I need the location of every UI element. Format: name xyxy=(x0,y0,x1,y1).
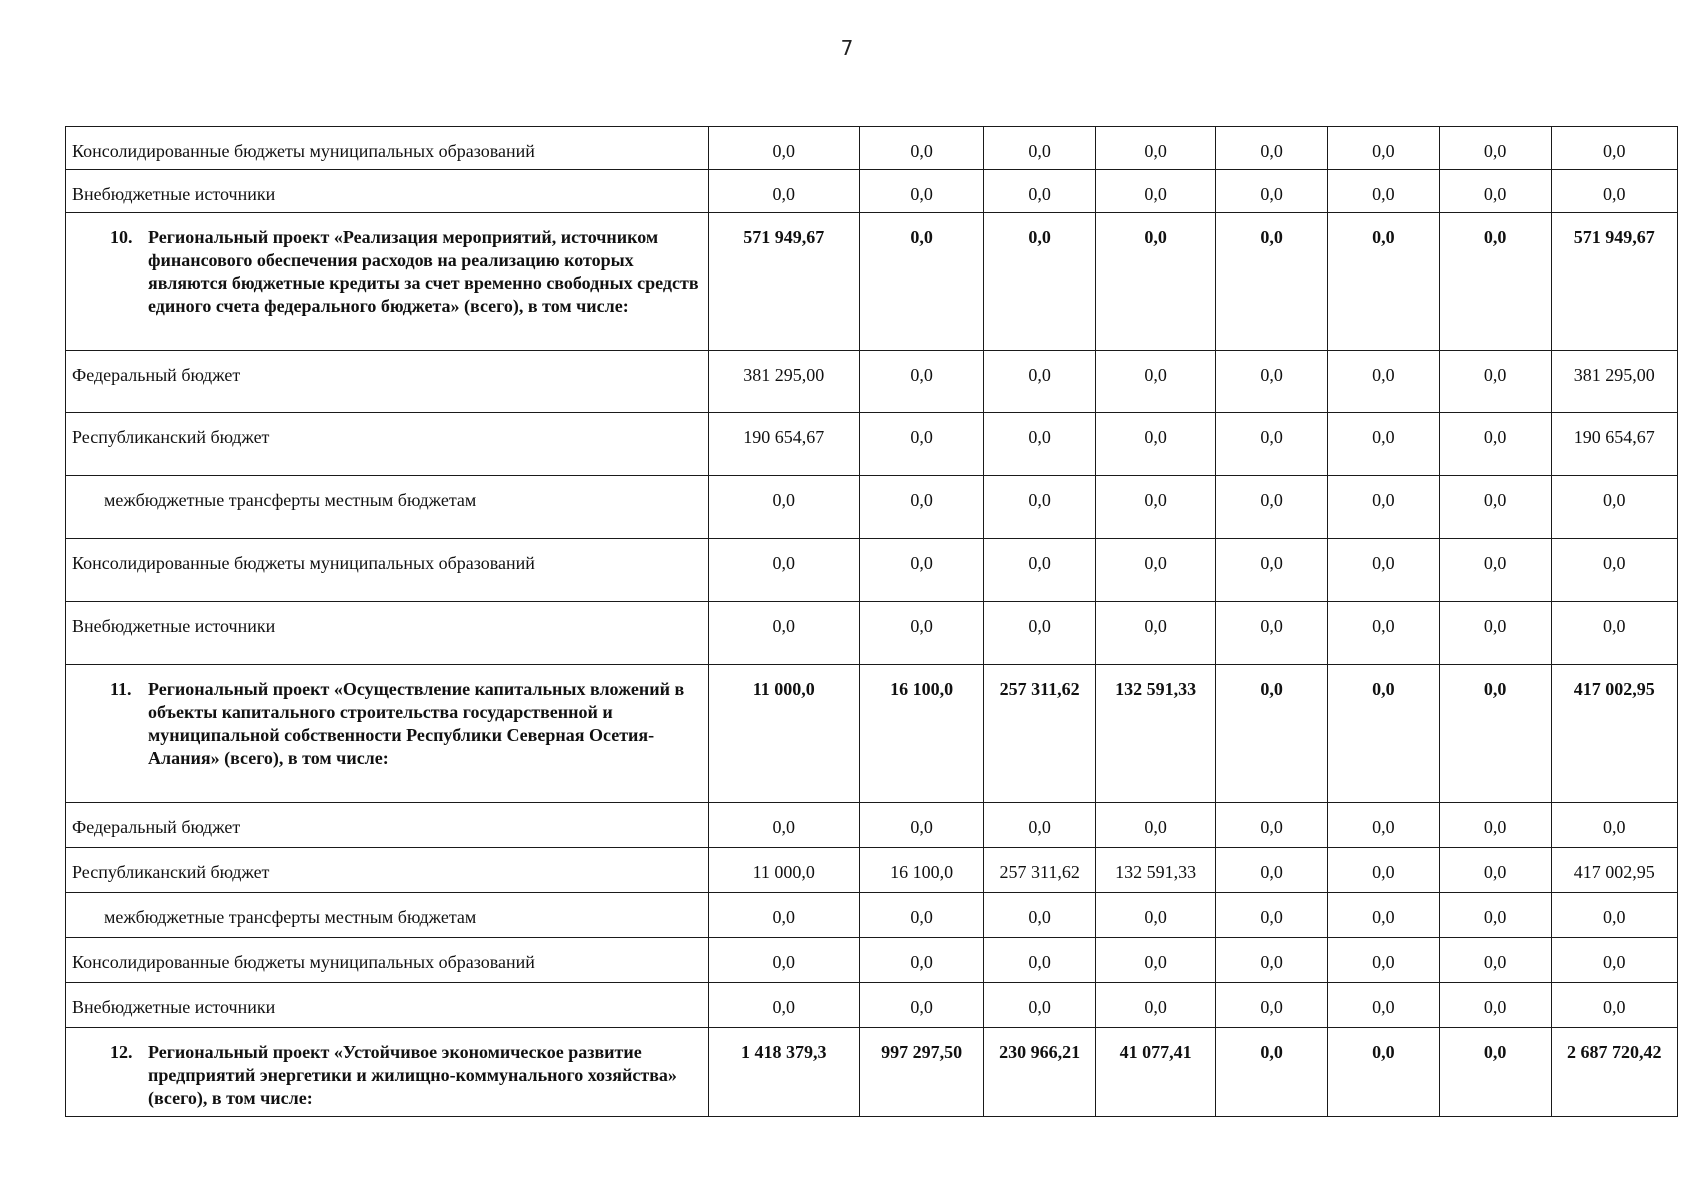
value-cell: 0,0 xyxy=(1439,213,1551,351)
value-cell: 0,0 xyxy=(1439,170,1551,213)
row-label: Федеральный бюджет xyxy=(66,803,709,848)
value-cell: 0,0 xyxy=(708,127,859,170)
value-cell: 0,0 xyxy=(1216,170,1328,213)
value-cell: 0,0 xyxy=(859,413,983,476)
project-label xyxy=(66,213,709,351)
value-cell: 0,0 xyxy=(1096,893,1216,938)
value-cell: 0,0 xyxy=(1096,351,1216,413)
value-cell: 0,0 xyxy=(1439,848,1551,893)
value-cell: 0,0 xyxy=(1216,665,1328,803)
value-cell: 16 100,0 xyxy=(859,665,983,803)
value-cell: 0,0 xyxy=(984,602,1096,665)
project-label xyxy=(66,665,709,803)
total-cell: 417 002,95 xyxy=(1551,665,1677,803)
table-row xyxy=(66,127,1678,170)
value-cell: 0,0 xyxy=(1439,893,1551,938)
value-cell: 0,0 xyxy=(1439,983,1551,1028)
project-number: 10. xyxy=(110,227,133,247)
row-label: Консолидированные бюджеты муниципальных образований xyxy=(66,938,709,983)
value-cell: 0,0 xyxy=(1327,602,1439,665)
value-cell: 0,0 xyxy=(1216,1028,1328,1117)
value-cell: 0,0 xyxy=(1096,213,1216,351)
value-cell: 257 311,62 xyxy=(984,848,1096,893)
value-cell: 132 591,33 xyxy=(1096,665,1216,803)
value-cell: 0,0 xyxy=(984,983,1096,1028)
value-cell: 0,0 xyxy=(708,938,859,983)
row-label: Внебюджетные источники xyxy=(66,602,709,665)
value-cell: 0,0 xyxy=(1327,848,1439,893)
value-cell: 0,0 xyxy=(984,170,1096,213)
total-cell: 0,0 xyxy=(1551,983,1677,1028)
value-cell: 0,0 xyxy=(984,127,1096,170)
value-cell: 11 000,0 xyxy=(708,665,859,803)
table-row xyxy=(66,848,1678,893)
value-cell: 0,0 xyxy=(984,351,1096,413)
value-cell: 0,0 xyxy=(708,803,859,848)
value-cell: 0,0 xyxy=(1439,127,1551,170)
row-label: Республиканский бюджет xyxy=(66,848,709,893)
value-cell: 0,0 xyxy=(1327,476,1439,539)
value-cell: 0,0 xyxy=(1439,351,1551,413)
total-cell: 0,0 xyxy=(1551,170,1677,213)
value-cell: 0,0 xyxy=(1439,1028,1551,1117)
value-cell: 0,0 xyxy=(1096,938,1216,983)
value-cell: 0,0 xyxy=(1096,476,1216,539)
value-cell: 0,0 xyxy=(1439,938,1551,983)
value-cell: 0,0 xyxy=(859,983,983,1028)
value-cell: 0,0 xyxy=(1096,170,1216,213)
total-cell: 0,0 xyxy=(1551,539,1677,602)
table-row xyxy=(66,476,1678,539)
value-cell: 0,0 xyxy=(1216,983,1328,1028)
value-cell: 0,0 xyxy=(1216,127,1328,170)
value-cell: 0,0 xyxy=(1327,127,1439,170)
project-title: Региональный проект «Устойчивое экономическое развитие предприятий энергетики и жилищно-коммунального хозяйства» (всего), в том числе: xyxy=(148,1042,677,1108)
project-number: 11. xyxy=(110,679,132,699)
value-cell: 0,0 xyxy=(859,602,983,665)
value-cell: 0,0 xyxy=(1216,848,1328,893)
value-cell: 0,0 xyxy=(1216,602,1328,665)
table-row xyxy=(66,539,1678,602)
value-cell: 997 297,50 xyxy=(859,1028,983,1117)
value-cell: 0,0 xyxy=(859,127,983,170)
value-cell: 0,0 xyxy=(1096,602,1216,665)
value-cell: 571 949,67 xyxy=(708,213,859,351)
value-cell: 0,0 xyxy=(1327,213,1439,351)
value-cell: 0,0 xyxy=(708,539,859,602)
total-cell: 190 654,67 xyxy=(1551,413,1677,476)
total-cell: 0,0 xyxy=(1551,803,1677,848)
value-cell: 0,0 xyxy=(1327,803,1439,848)
page-number: 7 xyxy=(840,36,854,60)
value-cell: 0,0 xyxy=(1096,983,1216,1028)
total-cell: 2 687 720,42 xyxy=(1551,1028,1677,1117)
value-cell: 190 654,67 xyxy=(708,413,859,476)
total-cell: 417 002,95 xyxy=(1551,848,1677,893)
project-label xyxy=(66,1028,709,1117)
total-cell: 0,0 xyxy=(1551,476,1677,539)
value-cell: 0,0 xyxy=(859,213,983,351)
value-cell: 0,0 xyxy=(708,170,859,213)
value-cell: 0,0 xyxy=(1096,127,1216,170)
value-cell: 381 295,00 xyxy=(708,351,859,413)
total-cell: 0,0 xyxy=(1551,127,1677,170)
value-cell: 41 077,41 xyxy=(1096,1028,1216,1117)
value-cell: 0,0 xyxy=(1216,938,1328,983)
row-label: Внебюджетные источники xyxy=(66,983,709,1028)
value-cell: 0,0 xyxy=(708,602,859,665)
value-cell: 11 000,0 xyxy=(708,848,859,893)
value-cell: 0,0 xyxy=(1216,413,1328,476)
value-cell: 0,0 xyxy=(1439,476,1551,539)
project-title: Региональный проект «Реализация мероприятий, источником финансового обеспечения расходов на реализацию которых являются бюджетные кредиты за счет временно свободных средств единого счета федерального бюджета» (всего), в том числе: xyxy=(148,227,699,316)
project-title: Региональный проект «Осуществление капитальных вложений в объекты капитального строительства государственной и муниципальной собственности Республики Северная Осетия-Алания» (всего), в том числе: xyxy=(148,679,685,768)
value-cell: 132 591,33 xyxy=(1096,848,1216,893)
row-label: Консолидированные бюджеты муниципальных образований xyxy=(66,539,709,602)
row-label: межбюджетные трансферты местным бюджетам xyxy=(66,476,709,539)
value-cell: 0,0 xyxy=(859,803,983,848)
row-label: Внебюджетные источники xyxy=(66,170,709,213)
value-cell: 0,0 xyxy=(1327,351,1439,413)
table-row xyxy=(66,413,1678,476)
value-cell: 0,0 xyxy=(1216,476,1328,539)
value-cell: 0,0 xyxy=(859,476,983,539)
value-cell: 0,0 xyxy=(984,803,1096,848)
value-cell: 0,0 xyxy=(1439,413,1551,476)
value-cell: 0,0 xyxy=(1327,170,1439,213)
row-label: Федеральный бюджет xyxy=(66,351,709,413)
value-cell: 0,0 xyxy=(859,539,983,602)
total-cell: 0,0 xyxy=(1551,893,1677,938)
value-cell: 0,0 xyxy=(859,938,983,983)
value-cell: 0,0 xyxy=(1439,539,1551,602)
value-cell: 0,0 xyxy=(1096,413,1216,476)
value-cell: 0,0 xyxy=(1216,351,1328,413)
value-cell: 0,0 xyxy=(859,893,983,938)
project-row xyxy=(66,1028,1678,1117)
value-cell: 0,0 xyxy=(1327,539,1439,602)
total-cell: 571 949,67 xyxy=(1551,213,1677,351)
value-cell: 0,0 xyxy=(1327,983,1439,1028)
value-cell: 0,0 xyxy=(984,213,1096,351)
value-cell: 0,0 xyxy=(1439,665,1551,803)
table-row xyxy=(66,983,1678,1028)
value-cell: 0,0 xyxy=(984,413,1096,476)
table-row xyxy=(66,170,1678,213)
value-cell: 0,0 xyxy=(1216,539,1328,602)
value-cell: 0,0 xyxy=(1096,539,1216,602)
value-cell: 0,0 xyxy=(859,170,983,213)
value-cell: 0,0 xyxy=(1216,213,1328,351)
table-row xyxy=(66,602,1678,665)
value-cell: 0,0 xyxy=(1327,1028,1439,1117)
row-label: Республиканский бюджет xyxy=(66,413,709,476)
value-cell: 0,0 xyxy=(1327,938,1439,983)
value-cell: 0,0 xyxy=(984,476,1096,539)
row-label: Консолидированные бюджеты муниципальных образований xyxy=(66,127,709,170)
value-cell: 257 311,62 xyxy=(984,665,1096,803)
value-cell: 0,0 xyxy=(984,539,1096,602)
value-cell: 0,0 xyxy=(1096,803,1216,848)
table-row xyxy=(66,351,1678,413)
value-cell: 0,0 xyxy=(984,893,1096,938)
value-cell: 0,0 xyxy=(984,938,1096,983)
value-cell: 16 100,0 xyxy=(859,848,983,893)
project-row xyxy=(66,213,1678,351)
value-cell: 0,0 xyxy=(708,893,859,938)
project-number: 12. xyxy=(110,1042,133,1062)
value-cell: 0,0 xyxy=(708,476,859,539)
value-cell: 1 418 379,3 xyxy=(708,1028,859,1117)
row-label: межбюджетные трансферты местным бюджетам xyxy=(66,893,709,938)
value-cell: 0,0 xyxy=(859,351,983,413)
value-cell: 0,0 xyxy=(1439,803,1551,848)
budget-table xyxy=(65,126,1678,1117)
value-cell: 0,0 xyxy=(1216,803,1328,848)
table-row xyxy=(66,938,1678,983)
table-row xyxy=(66,803,1678,848)
value-cell: 0,0 xyxy=(1327,413,1439,476)
value-cell: 0,0 xyxy=(1216,893,1328,938)
value-cell: 0,0 xyxy=(1327,893,1439,938)
value-cell: 0,0 xyxy=(708,983,859,1028)
total-cell: 0,0 xyxy=(1551,938,1677,983)
value-cell: 0,0 xyxy=(1439,602,1551,665)
total-cell: 0,0 xyxy=(1551,602,1677,665)
project-row xyxy=(66,665,1678,803)
value-cell: 0,0 xyxy=(1327,665,1439,803)
total-cell: 381 295,00 xyxy=(1551,351,1677,413)
table-row xyxy=(66,893,1678,938)
value-cell: 230 966,21 xyxy=(984,1028,1096,1117)
